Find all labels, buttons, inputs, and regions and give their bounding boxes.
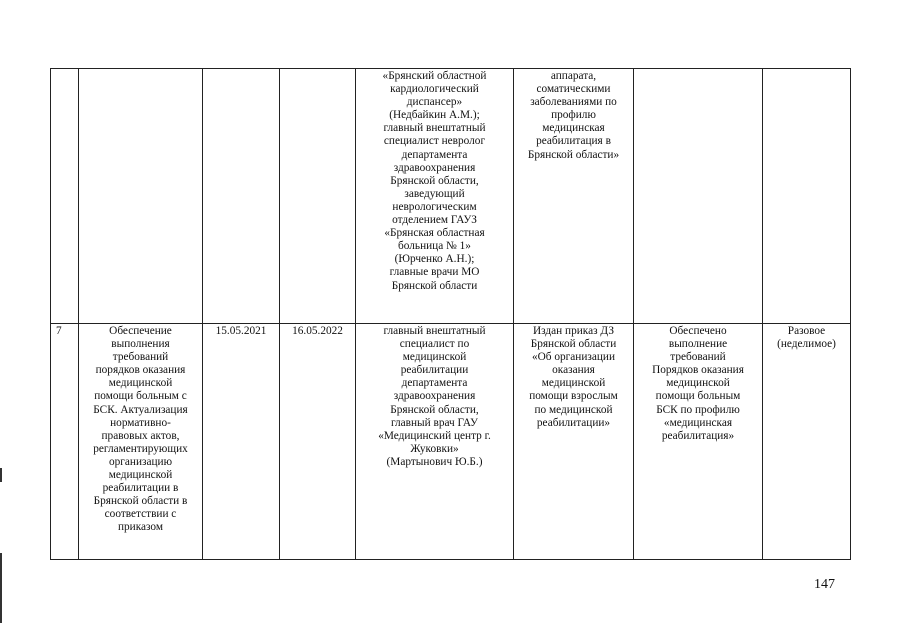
start-date-cell	[203, 69, 280, 324]
row-number-cell	[51, 69, 79, 324]
table-row-continuation	[51, 69, 851, 324]
type-cell: Разовое (неделимое)	[763, 324, 851, 560]
event-cell: Обеспечение выполнения требований порядков оказания медицинской помощи больным с БСК. Актуализация нормативно- правовых актов, регламентирующих организацию медицинской реабилитации в Брянской области в соответствии с приказом	[79, 324, 203, 560]
control-event-cell: Издан приказ ДЗ Брянской области «Об организации оказания медицинской помощи взрослым по медицинской реабилитации»	[514, 324, 634, 560]
responsible-cell: главный внештатный специалист по медицинской реабилитации департамента здравоохранения Брянской области, главный врач ГАУ «Медицинский центр г. Жуковки» (Мартынович Ю.Б.)	[356, 324, 514, 560]
row-number-cell: 7	[51, 324, 79, 560]
result-cell	[634, 69, 763, 324]
start-date-cell: 15.05.2021	[203, 324, 280, 560]
plan-table	[50, 68, 851, 560]
scan-edge-mark	[0, 468, 2, 482]
end-date-cell: 16.05.2022	[280, 324, 356, 560]
event-cell	[79, 69, 203, 324]
type-cell	[763, 69, 851, 324]
end-date-cell	[280, 69, 356, 324]
table-row-7	[51, 324, 851, 560]
responsible-cell: «Брянский областной кардиологический диспансер» (Недбайкин А.М.); главный внештатный специалист невролог департамента здравоохранения Брянской области, заведующий неврологическим отделением ГАУЗ «Брянская областная больница № 1» (Юрченко А.Н.); главные врачи МО Брянской области	[356, 69, 514, 324]
result-cell: Обеспечено выполнение требований Порядков оказания медицинской помощи больным БСК по профилю «медицинская реабилитация»	[634, 324, 763, 560]
page-number: 147	[814, 577, 835, 592]
control-event-cell: аппарата, соматическими заболеваниями по профилю медицинская реабилитация в Брянской области»	[514, 69, 634, 324]
scan-edge-mark	[0, 553, 2, 623]
